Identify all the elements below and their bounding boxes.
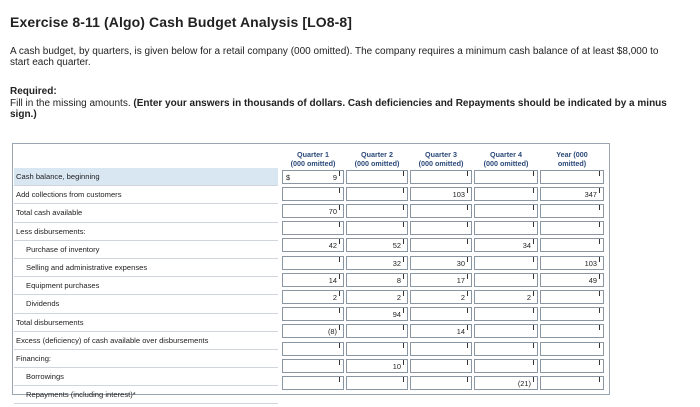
amount-input[interactable]: [474, 324, 538, 338]
amount-input[interactable]: [474, 376, 538, 390]
column-header-line: Quarter 2: [361, 150, 393, 159]
column-header-line: Quarter 1: [297, 150, 329, 159]
amount-input[interactable]: [540, 170, 604, 184]
amount-input[interactable]: [474, 359, 538, 373]
required-text: [10, 98, 680, 120]
amount-input[interactable]: [474, 170, 538, 184]
amount-input[interactable]: [410, 238, 472, 252]
amount-input[interactable]: [282, 307, 344, 321]
row-label: Financing:: [14, 350, 278, 368]
amount-input[interactable]: [346, 273, 408, 287]
amount-value: 14: [456, 327, 465, 337]
amount-input[interactable]: [346, 238, 408, 252]
amount-input[interactable]: [410, 359, 472, 373]
amount-value: 103: [584, 258, 597, 268]
amount-input[interactable]: [346, 221, 408, 235]
amount-input[interactable]: [346, 204, 408, 218]
amount-input[interactable]: [282, 238, 344, 252]
amount-input[interactable]: [410, 376, 472, 390]
amount-input[interactable]: [346, 324, 408, 338]
amount-input[interactable]: [474, 307, 538, 321]
column-header: [474, 150, 538, 168]
amount-value: 32: [392, 258, 401, 268]
amount-input[interactable]: [474, 342, 538, 356]
column-header: [346, 150, 408, 168]
amount-input[interactable]: [540, 324, 604, 338]
amount-input[interactable]: [410, 204, 472, 218]
amount-value: 42: [328, 241, 337, 251]
amount-input[interactable]: [282, 376, 344, 390]
amount-input[interactable]: [540, 256, 604, 270]
amount-value: 52: [392, 241, 401, 251]
amount-input[interactable]: [410, 324, 472, 338]
amount-input[interactable]: [540, 307, 604, 321]
amount-input[interactable]: [474, 256, 538, 270]
amount-value: 94: [392, 310, 401, 320]
amount-value: 34: [522, 241, 531, 251]
amount-value: (21): [517, 378, 531, 388]
amount-input[interactable]: [410, 342, 472, 356]
amount-input[interactable]: [282, 273, 344, 287]
amount-input[interactable]: [282, 256, 344, 270]
amount-input[interactable]: [410, 290, 472, 304]
currency-symbol: $: [286, 172, 291, 182]
amount-value: 347: [584, 189, 597, 199]
row-label: Borrowings: [14, 368, 278, 386]
row-label: Dividends: [14, 295, 278, 313]
amount-input[interactable]: [282, 290, 344, 304]
amount-input[interactable]: [282, 342, 344, 356]
amount-input[interactable]: [346, 187, 408, 201]
amount-input[interactable]: [410, 170, 472, 184]
amount-value: 30: [456, 258, 465, 268]
amount-value: 49: [588, 275, 597, 285]
amount-value: 2: [460, 292, 465, 302]
amount-input[interactable]: [282, 359, 344, 373]
amount-value: 10: [392, 361, 401, 371]
amount-input[interactable]: [282, 204, 344, 218]
amount-input[interactable]: [474, 290, 538, 304]
amount-input[interactable]: [282, 170, 344, 184]
required-instruction: Fill in the missing amounts.: [10, 98, 131, 109]
amount-input[interactable]: [410, 256, 472, 270]
amount-input[interactable]: [346, 170, 408, 184]
column-header-line: Year (000: [556, 150, 588, 159]
column-header-line: (000 omitted): [354, 159, 400, 168]
amount-input[interactable]: [540, 221, 604, 235]
column-header-line: omitted): [557, 159, 587, 168]
row-label: Total cash available: [14, 204, 278, 222]
row-label: Selling and administrative expenses: [14, 259, 278, 277]
amount-input[interactable]: [474, 273, 538, 287]
required-note: (Enter your answers in thousands of dollars. Cash deficiencies and Repayments should be indicated by a minus sign.): [10, 98, 667, 120]
column-header: [282, 150, 344, 168]
amount-value: 17: [456, 275, 465, 285]
amount-input[interactable]: [346, 359, 408, 373]
amount-value: 8: [396, 275, 401, 285]
amount-input[interactable]: [410, 187, 472, 201]
amount-input[interactable]: [474, 221, 538, 235]
amount-input[interactable]: [282, 324, 344, 338]
amount-input[interactable]: [540, 238, 604, 252]
row-label: Excess (deficiency) of cash available over disbursements: [14, 332, 278, 350]
amount-value: 2: [526, 292, 531, 302]
column-header-line: (000 omitted): [418, 159, 464, 168]
amount-input[interactable]: [346, 307, 408, 321]
amount-input[interactable]: [410, 307, 472, 321]
amount-input[interactable]: [540, 273, 604, 287]
column-header-line: (000 omitted): [483, 159, 529, 168]
row-label: Less disbursements:: [14, 223, 278, 241]
amount-value: 14: [328, 275, 337, 285]
column-header-line: Quarter 3: [425, 150, 457, 159]
amount-value: 70: [328, 206, 337, 216]
amount-input[interactable]: [282, 187, 344, 201]
row-label: Repayments (including interest)*: [14, 386, 278, 404]
page-title: Exercise 8-11 (Algo) Cash Budget Analysis [LO8-8]: [10, 14, 353, 30]
amount-input[interactable]: [540, 342, 604, 356]
amount-input[interactable]: [474, 204, 538, 218]
amount-value: 9: [332, 172, 337, 182]
amount-input[interactable]: [282, 221, 344, 235]
amount-input[interactable]: [540, 376, 604, 390]
row-label: Purchase of inventory: [14, 241, 278, 259]
intro-text: A cash budget, by quarters, is given below for a retail company (000 omitted). The company requires a minimum cash balance of at least $8,000 to start each quarter.: [10, 46, 659, 68]
column-header: [540, 150, 604, 168]
amount-input[interactable]: [540, 359, 604, 373]
amount-value: 2: [396, 292, 401, 302]
amount-input[interactable]: [540, 204, 604, 218]
amount-input[interactable]: [540, 290, 604, 304]
amount-input[interactable]: [346, 342, 408, 356]
column-header-line: Quarter 4: [490, 150, 522, 159]
amount-value: 103: [452, 189, 465, 199]
column-header: [410, 150, 472, 168]
row-label: Add collections from customers: [14, 186, 278, 204]
amount-input[interactable]: [346, 376, 408, 390]
amount-input[interactable]: [540, 187, 604, 201]
amount-value: (8): [327, 327, 337, 337]
amount-input[interactable]: [474, 238, 538, 252]
column-header-line: (000 omitted): [290, 159, 336, 168]
amount-input[interactable]: [410, 273, 472, 287]
row-label: Total disbursements: [14, 314, 278, 332]
required-heading: Required:: [10, 86, 57, 97]
amount-input[interactable]: [474, 187, 538, 201]
row-labels: [14, 168, 278, 404]
amount-value: 2: [332, 292, 337, 302]
row-label: Cash balance, beginning: [14, 168, 278, 186]
row-label: Equipment purchases: [14, 277, 278, 295]
amount-input[interactable]: [346, 290, 408, 304]
amount-input[interactable]: [410, 221, 472, 235]
amount-input[interactable]: [346, 256, 408, 270]
